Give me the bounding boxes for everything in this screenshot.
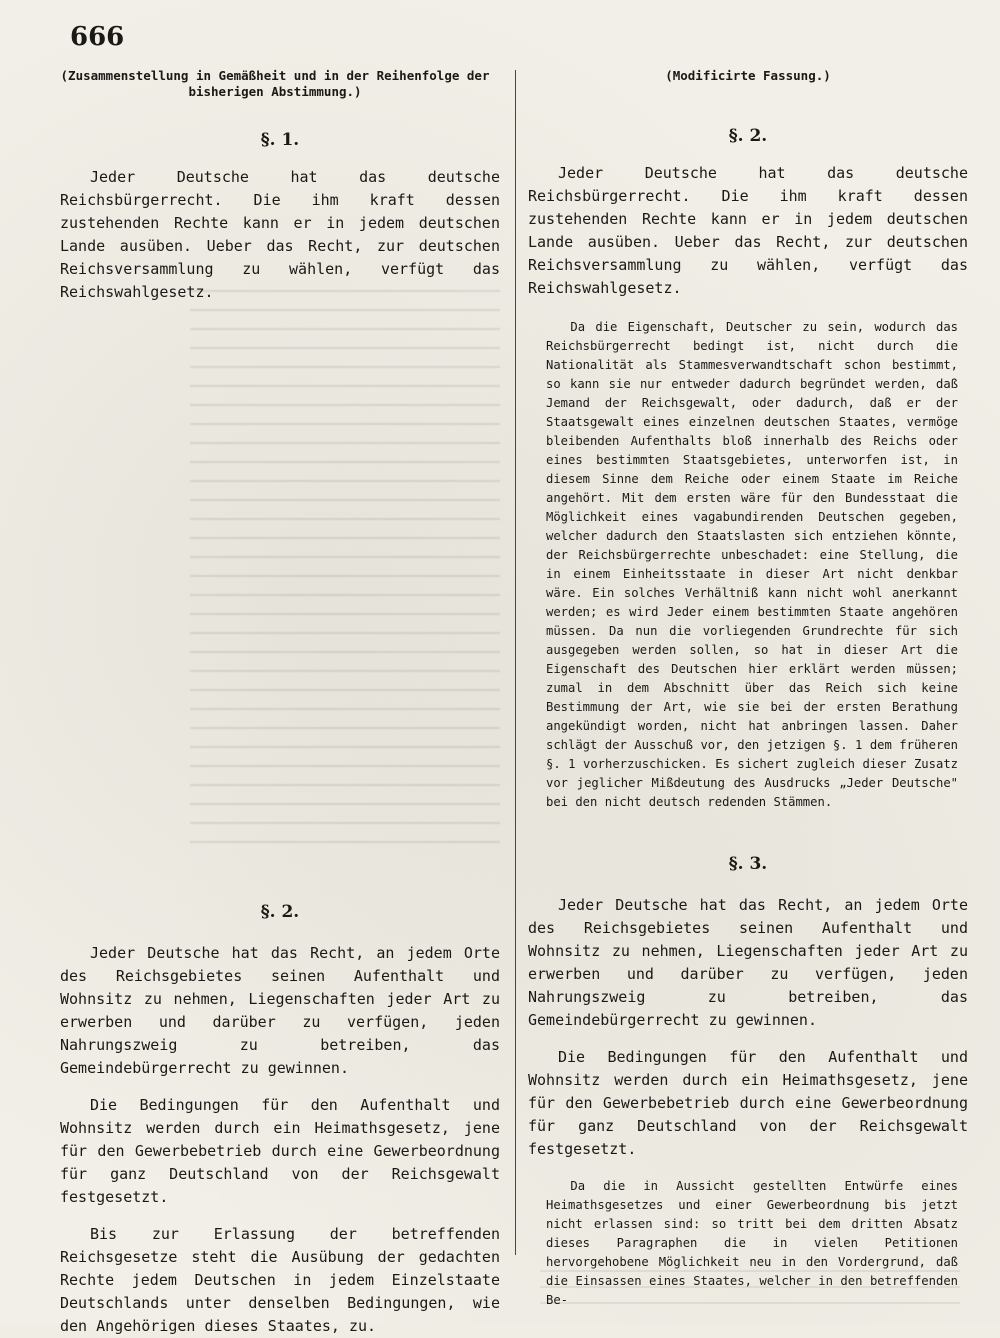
right-section-3-comment: Da die in Aussicht gestellten Entwürfe eines Heimathsgesetzes und einer Gewerbeordnung bis jetzt nicht erlassen sind: so tritt bei dem dritten Absatz dieses Paragraphen die in vielen Petitionen hervorgehobene Möglichkeit neu in den Vordergrund, daß die Einsassen eines Staates, welcher in den betreffenden Be- <box>546 1179 958 1307</box>
right-column-header: (Modificirte Fassung.) <box>665 68 831 83</box>
left-section-1-text: Jeder Deutsche hat das deutsche Reichsbürgerrecht. Die ihm kraft dessen zustehenden Rechte kann er in jedem deutschen Lande ausüben. Ueber das Recht, zur deutschen Reichsversammlung zu wählen, verfügt das Reichswahlgesetz. <box>60 168 500 301</box>
left-section-1-mark: §. 1. <box>260 130 300 150</box>
left-section-2-paragraph-2: Die Bedingungen für den Aufenthalt und Wohnsitz werden durch ein Heimathsgesetz, jene für den Gewerbebetrieb durch eine Gewerbeordnung für ganz Deutschland von der Reichsgewalt festgesetzt. <box>60 1096 500 1206</box>
right-section-3-paragraph-2: Die Bedingungen für den Aufenthalt und Wohnsitz werden durch ein Heimathsgesetz, jene für den Gewerbebetrieb durch eine Gewerbeordnung für ganz Deutschland von der Reichsgewalt festgesetzt. <box>528 1048 968 1158</box>
column-divider <box>515 70 516 1255</box>
left-column-header: (Zusammenstellung in Gemäßheit und in der Reihenfolge der bisherigen Abstimmung.) <box>60 68 490 99</box>
right-section-2-mark: §. 2. <box>728 126 768 146</box>
left-section-2-paragraph-1: Jeder Deutsche hat das Recht, an jedem Orte des Reichsgebietes seinen Aufenthalt und Wohnsitz zu nehmen, Liegenschaften jeder Art zu erwerben und darüber zu verfügen, jeden Nahrungszweig zu betreiben, das Gemeindebürgerrecht zu gewinnen. <box>60 944 500 1077</box>
page-number: 666 <box>70 22 125 52</box>
right-column <box>528 68 968 1310</box>
right-section-2-comment: Da die Eigenschaft, Deutscher zu sein, wodurch das Reichsbürgerrecht bedingt ist, nicht durch die Nationalität als Stammesverwandtschaft schon bestimmt, so kann sie nur entweder dadurch begründet werden, daß Jemand der Reichsgewalt, oder dadurch, daß er der Staatsgewalt eines einzelnen deutschen Staates, vermöge bleibenden Aufenthalts bloß innerhalb des Reichs oder eines bestimmten Staatsgebietes, unterworfen ist, in diesem Sinne dem Reiche oder einem Staate im Reiche angehört. Mit dem ersten wäre für den Bundesstaat die Möglichkeit eines vagabundirenden Deutschen gegeben, welcher dadurch den Staatslasten sich entziehen könnte, der Reichsbürgerrechte unbeschadet: eine Stellung, die in einem Einheitsstaate in dieser Art nicht denkbar wäre. Ein solches Verhältniß kann nicht wohl anerkannt werden; es wird Jeder einem bestimmten Staate angehören müssen. Da nun die vorliegenden Grundrechte für sich ausgegeben werden sollen, so hat in dieser Art die Eigenschaft des Deutschen hier erklärt werden müssen; zumal in dem Abschnitt über das Reich sich keine Bestimmung der Art, wie sie bei der ersten Berathung angekündigt worden, nicht hat anbringen lassen. Daher schlägt der Ausschuß vor, den jetzigen §. 1 dem früheren §. 1 vorherzuschicken. Es sichert zugleich dieser Zusatz vor jeglicher Mißdeutung des Ausdrucks „Jeder Deutsche" bei den nicht deutsch redenden Stämmen. <box>546 320 958 809</box>
left-section-2-mark: §. 2. <box>260 902 300 922</box>
right-section-3-paragraph-1: Jeder Deutsche hat das Recht, an jedem Orte des Reichsgebietes seinen Aufenthalt und Wohnsitz zu nehmen, Liegenschaften jeder Art zu erwerben und darüber zu verfügen, jeden Nahrungszweig zu betreiben, das Gemeindebürgerrecht zu gewinnen. <box>528 896 968 1029</box>
left-section-2-paragraph-3: Bis zur Erlassung der betreffenden Reichsgesetze steht die Ausübung der gedachten Rechte jedem Deutschen in jedem Einzelstaate Deutschlands unter denselben Bedingungen, wie den Angehörigen dieses Staates, zu. <box>60 1225 500 1335</box>
right-section-3-mark: §. 3. <box>728 854 768 874</box>
right-section-2-text: Jeder Deutsche hat das deutsche Reichsbürgerrecht. Die ihm kraft dessen zustehenden Rechte kann er in jedem deutschen Lande ausüben. Ueber das Recht, zur deutschen Reichsversammlung zu wählen, verfügt das Reichswahlgesetz. <box>528 164 968 297</box>
left-column <box>60 68 500 1338</box>
